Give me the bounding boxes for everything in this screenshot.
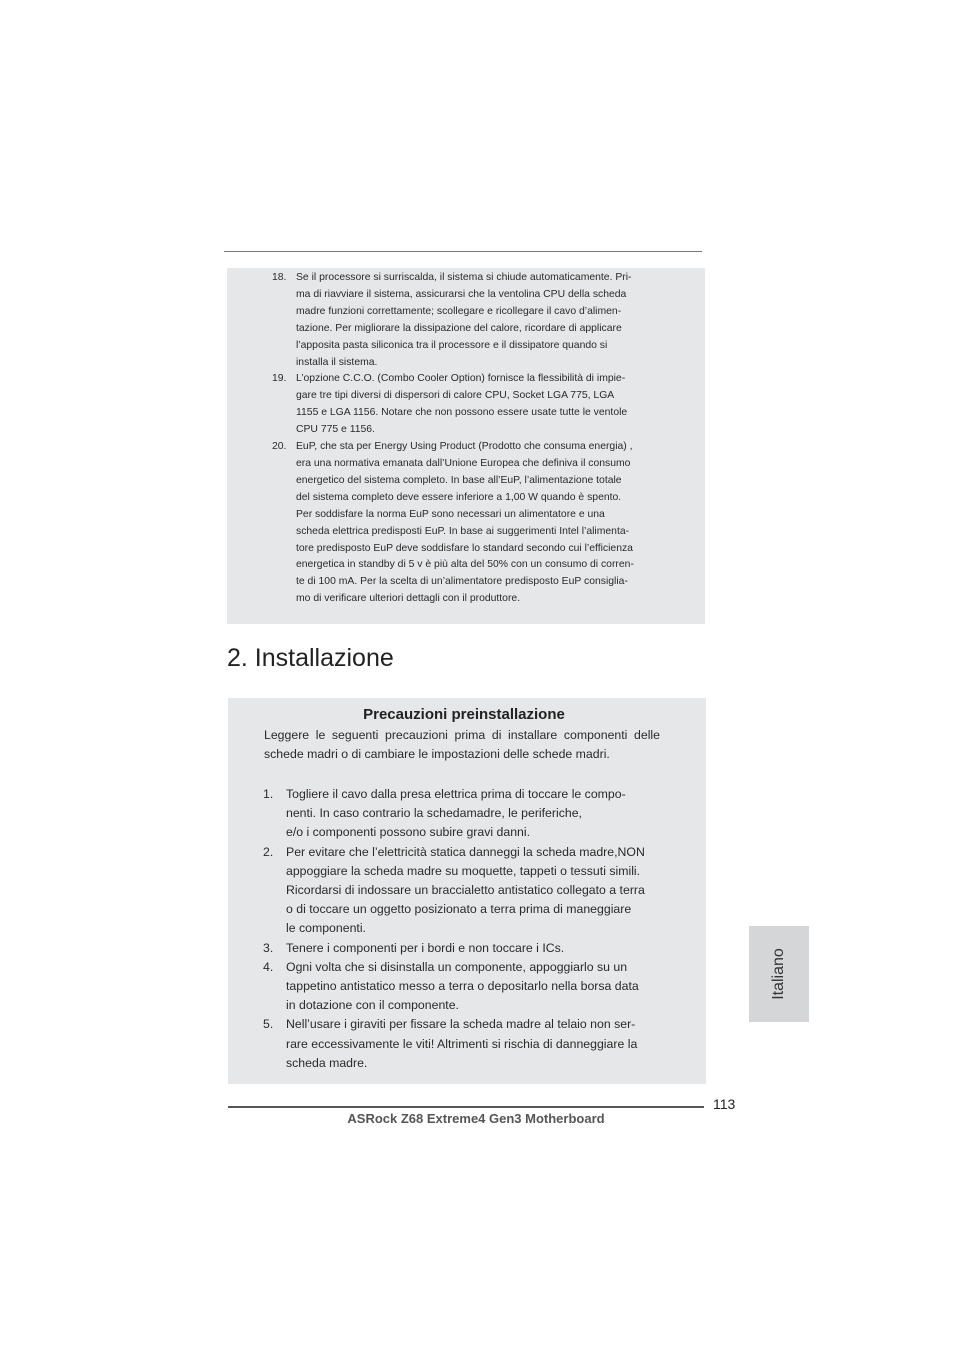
precaution-item-line: Per evitare che l’elettricità statica danneggi la scheda madre,NON bbox=[286, 844, 645, 859]
note-item-line: Se il processore si surriscalda, il sistema si chiude automaticamente. Pri- bbox=[296, 272, 632, 283]
note-item-line: te di 100 mA. Per la scelta di un’alimentatore predisposto EuP consiglia- bbox=[296, 576, 628, 588]
precaution-item-line: scheda madre. bbox=[286, 1055, 368, 1070]
precaution-item-line: Nell’usare i giraviti per fissare la scheda madre al telaio non ser- bbox=[286, 1017, 636, 1032]
precaution-item-line: Ogni volta che si disinstalla un componente, appoggiarlo su un bbox=[286, 959, 628, 974]
note-item-number: 19. bbox=[272, 373, 287, 385]
precaution-item bbox=[228, 958, 663, 1016]
top-divider bbox=[224, 251, 702, 252]
note-item-line: EuP, che sta per Energy Using Product (Prodotto che consuma energia) , bbox=[296, 441, 633, 453]
precaution-item-number: 5. bbox=[263, 1017, 274, 1032]
note-item-line: mo di verificare ulteriori dettagli con il produttore. bbox=[296, 593, 521, 605]
note-item-line: CPU 775 e 1156. bbox=[296, 424, 375, 436]
note-item-line: tazione. Per migliorare la dissipazione del calore, ricordare di applicare bbox=[296, 322, 622, 334]
precaution-item-line: Togliere il cavo dalla presa elettrica prima di toccare le compo- bbox=[286, 787, 626, 801]
note-item-line: l’apposita pasta siliconica tra il processore e il dissipatore quando si bbox=[296, 339, 608, 351]
notes-box bbox=[227, 268, 705, 624]
note-item bbox=[227, 371, 661, 439]
precaution-item-line: appoggiare la scheda madre su moquette, tappeti o tessuti simili. bbox=[286, 863, 641, 878]
note-item-number: 20. bbox=[272, 441, 287, 453]
note-item-line: installa il sistema. bbox=[296, 356, 378, 368]
precaution-item-line: nenti. In caso contrario la schedamadre, le periferiche, bbox=[286, 806, 582, 821]
note-item-line: 1155 e LGA 1156. Notare che non possono essere usate tutte le ventole bbox=[296, 407, 628, 419]
precaution-item-line: tappetino antistatico messo a terra o depositarlo nella borsa data bbox=[286, 979, 639, 994]
precaution-item bbox=[228, 843, 663, 939]
note-item-line: tore predisposto EuP deve soddisfare lo standard secondo cui l’efficienza bbox=[296, 542, 633, 554]
note-item-line: ma di riavviare il sistema, assicurarsi che la ventolina CPU della scheda bbox=[296, 288, 627, 300]
language-tab bbox=[749, 926, 809, 1022]
precautions-box bbox=[228, 698, 706, 1084]
precautions-intro: Leggere le seguenti precauzioni prima di installare componenti delle schede madri o di cambiare le impostazioni delle schede madri. bbox=[264, 728, 660, 762]
page-number: 113 bbox=[713, 1096, 736, 1112]
precaution-item-line: rare eccessivamente le viti! Altrimenti si rischia di danneggiare la bbox=[286, 1036, 638, 1051]
precaution-item-number: 3. bbox=[263, 940, 274, 955]
precaution-item-number: 2. bbox=[263, 844, 274, 859]
note-item bbox=[227, 439, 661, 608]
note-item bbox=[227, 270, 661, 371]
notes-list bbox=[227, 270, 705, 608]
note-item-line: era una normativa emanata dall’Unione Europea che definiva il consumo bbox=[296, 457, 631, 469]
precaution-item bbox=[228, 785, 663, 843]
note-item-line: Per soddisfare la norma EuP sono necessari un alimentatore e una bbox=[296, 508, 605, 520]
precaution-item-number: 4. bbox=[263, 959, 274, 974]
note-item-line: L’opzione C.C.O. (Combo Cooler Option) fornisce la flessibilità di impie- bbox=[296, 373, 626, 385]
precaution-item-line: le componenti. bbox=[286, 921, 366, 936]
precaution-item-line: in dotazione con il componente. bbox=[286, 998, 459, 1013]
precaution-item-line: o di toccare un oggetto posizionato a terra prima di maneggiare bbox=[286, 902, 632, 917]
note-item-number: 18. bbox=[272, 272, 287, 283]
precaution-item-number: 1. bbox=[263, 787, 274, 801]
note-item-line: scheda elettrica predisposti EuP. In base ai suggerimenti Intel l’alimenta- bbox=[296, 525, 630, 537]
bottom-divider bbox=[228, 1106, 704, 1108]
precaution-item-line: Tenere i componenti per i bordi e non toccare i ICs. bbox=[286, 940, 565, 955]
note-item-line: madre funzioni correttamente; scollegare e ricollegare il cavo d’alimen- bbox=[296, 305, 622, 317]
note-item-line: gare tre tipi diversi di dispersori di calore CPU, Socket LGA 775, LGA bbox=[296, 390, 615, 402]
precautions-list bbox=[228, 785, 706, 1073]
footer-product-title: ASRock Z68 Extreme4 Gen3 Motherboard bbox=[347, 1111, 605, 1126]
note-item-line: del sistema completo deve essere inferiore a 1,00 W quando è spento. bbox=[296, 491, 622, 503]
precautions-heading: Precauzioni preinstallazione bbox=[363, 706, 565, 723]
note-item-line: energetica in standby di 5 v è più alta del 50% con un consumo di corren- bbox=[296, 559, 634, 571]
section-title: 2. Installazione bbox=[227, 644, 394, 672]
precaution-item bbox=[228, 1015, 663, 1073]
note-item-line: energetico del sistema completo. In base all’EuP, l’alimentazione totale bbox=[296, 474, 622, 486]
precaution-item-line: e/o i componenti possono subire gravi danni. bbox=[286, 825, 531, 840]
precaution-item-line: Ricordarsi di indossare un braccialetto antistatico collegato a terra bbox=[286, 883, 645, 898]
language-tab-label: Italiano bbox=[770, 948, 787, 1000]
precaution-item bbox=[228, 939, 663, 958]
